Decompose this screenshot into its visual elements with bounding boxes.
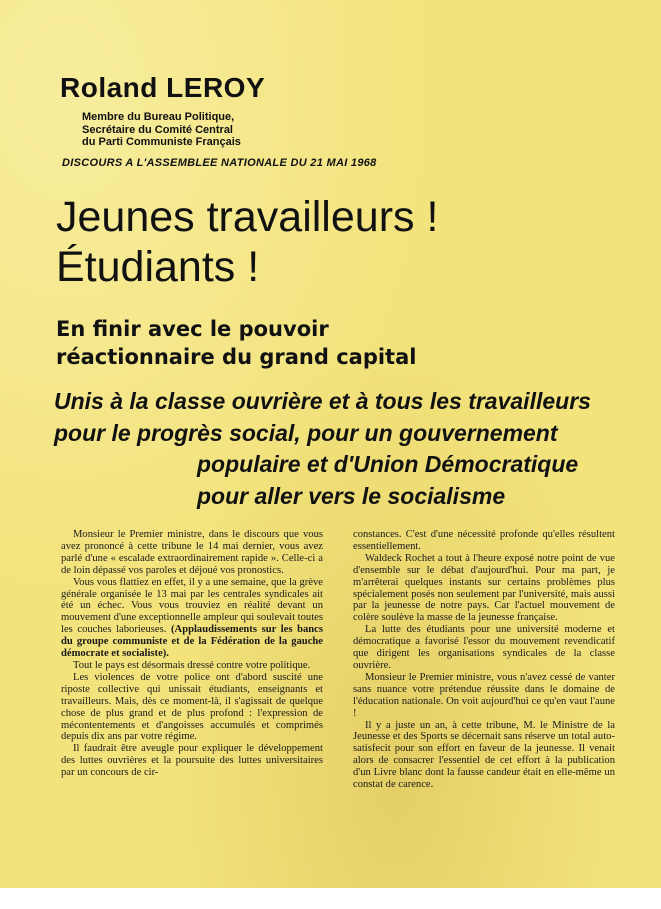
applause-note: (Applaudissements sur les bancs du groupe communiste et de la Fédération de la gauche démocrate et socialiste). bbox=[61, 624, 323, 660]
author-name: Roland LEROY bbox=[60, 72, 266, 103]
slogan-line-3: populaire et d'Union Démocratique bbox=[197, 451, 579, 477]
paragraph bbox=[61, 577, 323, 660]
sub-headline bbox=[56, 315, 416, 371]
slogan-line-1: Unis à la classe ouvrière et à tous les travailleurs bbox=[54, 388, 591, 414]
sub-headline-line-1: En finir avec le pouvoir bbox=[56, 317, 329, 341]
headline-line-2: Étudiants ! bbox=[56, 243, 260, 291]
paragraph: Tout le pays est désormais dressé contre votre politique. bbox=[73, 659, 311, 671]
role-line: Membre du Bureau Politique, bbox=[82, 111, 235, 123]
paragraph: Monsieur le Premier ministre, vous n'avez cessé de vanter sans nuance votre prétendue réussite dans le domaine de l'éducation nationale. On voit aujourd'hui ce qu'en vaut l'aune ! bbox=[353, 671, 615, 719]
paragraph-text: Vous vous flattiez en effet, il y a une semaine, que la grève générale organisée le 13 mai par les centrales syndicales ait été un échec. Vous vous trouviez en réalité devant un mouvement d'une exceptionnelle ampleur qui soulevait toutes les couches laborieuses. bbox=[61, 576, 323, 636]
slogan bbox=[54, 386, 644, 512]
speech-reference: DISCOURS A L'ASSEMBLEE NATIONALE DU 21 MAI 1968 bbox=[62, 157, 377, 169]
body-column-left bbox=[61, 529, 323, 779]
paragraph: Waldeck Rochet a tout à l'heure exposé notre point de vue d'ensemble sur le débat d'aujourd'hui. Pour ma part, je m'arrêterai quelques instants sur certains problèmes plus spécialement posés non seulement par l'université, mais aussi par la jeunesse de notre pays. Car l'actuel mouvement de colère soulève la masse de la jeunesse française. bbox=[353, 552, 615, 624]
headline-line-1: Jeunes travailleurs ! bbox=[56, 193, 439, 241]
paragraph: Les violences de votre police ont d'abord suscité une riposte collective qui unissait étudiants, enseignants et travailleurs. Mais, dès ce moment-là, il s'agissait de quelque chose de plus grand et de plus profond : l'expression de mécontentements et d'angoisses accumulés et comprimés depuis dix ans par votre régime. bbox=[61, 671, 323, 743]
main-headline bbox=[56, 192, 438, 292]
scan-margin bbox=[0, 888, 661, 909]
paragraph: constances. C'est d'une nécessité profonde qu'elles résultent essentiellement. bbox=[353, 529, 615, 552]
role-line: du Parti Communiste Français bbox=[82, 136, 241, 148]
slogan-line-2: pour le progrès social, pour un gouvernement bbox=[54, 419, 558, 446]
role-line: Secrétaire du Comité Central bbox=[82, 123, 233, 136]
paragraph: La lutte des étudiants pour une université moderne et démocratique a favorisé l'essor du mouvement revendicatif que dirigent les organisations syndicales de la classe ouvrière. bbox=[353, 624, 615, 671]
slogan-line-4: pour aller vers le socialisme bbox=[197, 482, 506, 509]
paragraph: Monsieur le Premier ministre, dans le discours que vous avez prononcé à cette tribune le 14 mai dernier, vous avez parlé d'une « escalade extraordinairement rapide ». Celle-ci a de loin dépassé vos paroles et déjoué vos pronostics. bbox=[61, 529, 323, 576]
sub-headline-line-2: réactionnaire du grand capital bbox=[56, 345, 417, 369]
body-column-right bbox=[353, 529, 615, 791]
author-roles bbox=[82, 111, 241, 149]
paragraph: Il faudrait être aveugle pour expliquer le développement des luttes ouvrières et la poursuite des luttes universitaires par un concours de cir- bbox=[61, 743, 323, 779]
paragraph: Il y a juste un an, à cette tribune, M. le Ministre de la Jeunesse et des Sports se décernait sans réserve un total auto-satisfecit pour son effort en faveur de la jeunesse. Il venait alors de consacrer l'essentiel de cet effort à la publication d'un Livre blanc dont la fausse candeur était en elle-même un constat de carence. bbox=[353, 719, 615, 791]
